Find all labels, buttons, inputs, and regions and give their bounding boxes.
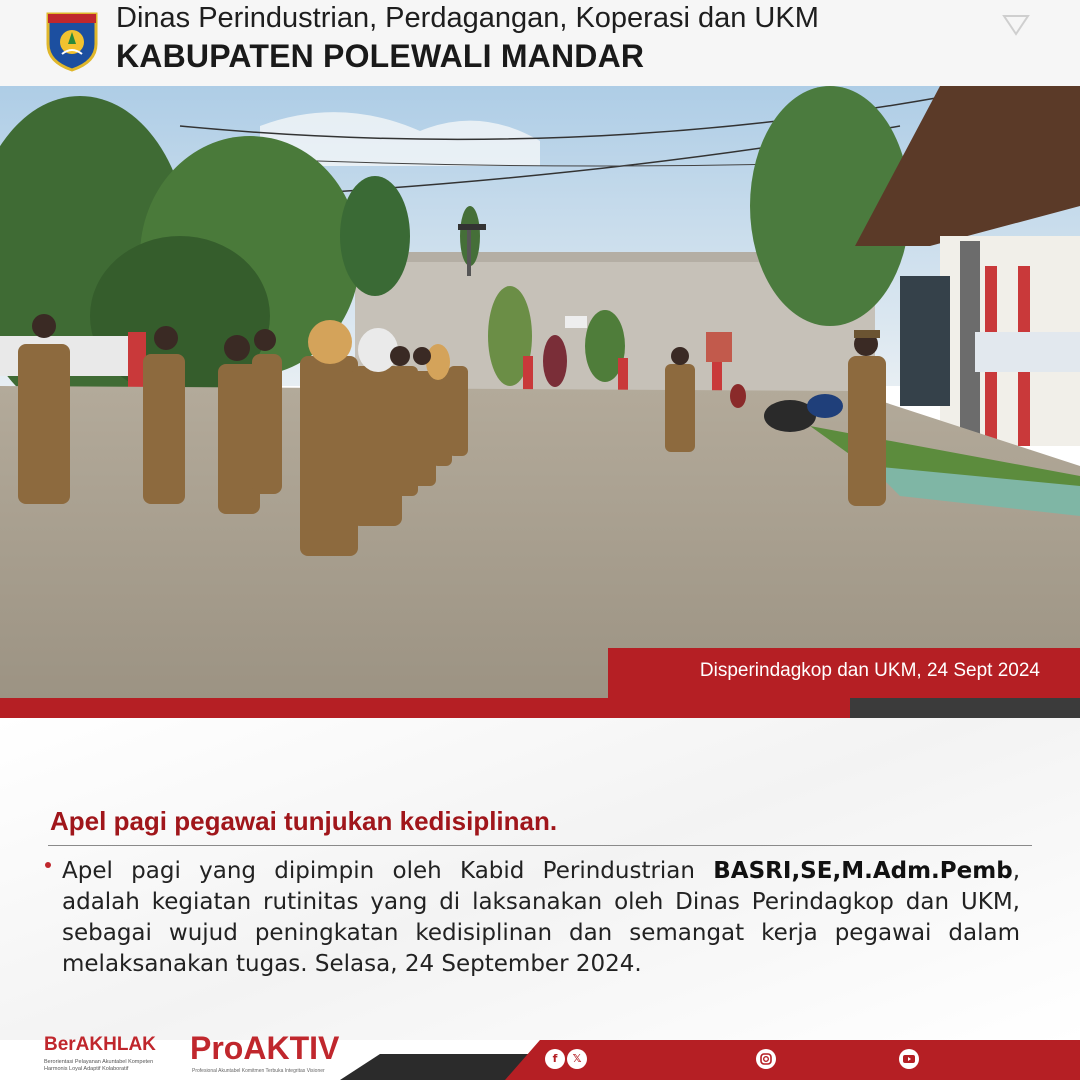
article-body [62, 856, 1020, 980]
regency-logo [44, 10, 100, 72]
facebook-icon[interactable]: f [545, 1049, 565, 1069]
red-divider-stripe [0, 698, 850, 718]
title-divider [48, 845, 1032, 846]
instagram-icon[interactable] [756, 1049, 776, 1069]
proaktiv-title: ProAKTIV [190, 1030, 340, 1066]
proaktiv-logo [190, 1026, 350, 1076]
official-name: BASRI,SE,M.Adm.Pemb [713, 858, 1013, 884]
event-photo [0, 86, 1080, 698]
youtube-icon[interactable] [899, 1049, 919, 1069]
body-text-end: , adalah kegiatan rutinitas yang di laksanakan oleh Dinas Perindagkop dan UKM, sebagai wujud peningkatan kedisiplinan dan semangat kerja pegawai dalam melaksanakan tugas. Selasa, 24 September 2024. [62, 858, 1020, 977]
berakhlak-title: BerAKHLAK [44, 1034, 156, 1055]
regency-name: KABUPATEN POLEWALI MANDAR [116, 38, 645, 74]
header [0, 0, 1080, 86]
bullet-dot [45, 862, 51, 868]
dark-divider-stripe [850, 698, 1080, 718]
triangle-down-icon [1002, 14, 1030, 36]
body-text-start: Apel pagi yang dipimpin oleh Kabid Perindustrian [62, 858, 714, 884]
article-title: Apel pagi pegawai tunjukan kedisiplinan. [50, 806, 558, 836]
berakhlak-logo [44, 1028, 174, 1074]
photo-caption: Disperindagkop dan UKM, 24 Sept 2024 [699, 660, 1040, 681]
berakhlak-tagline: Berorientasi Pelayanan Akuntabel Kompeten Harmonis Loyal Adaptif Kolaboratif [44, 1059, 154, 1072]
proaktiv-tagline: Profesional Akuntabel Komitmen Terbuka Integritas Visioner [192, 1068, 325, 1074]
agency-name: Dinas Perindustrian, Perdagangan, Koperasi dan UKM [116, 2, 819, 34]
x-icon[interactable]: 𝕏 [567, 1049, 587, 1069]
